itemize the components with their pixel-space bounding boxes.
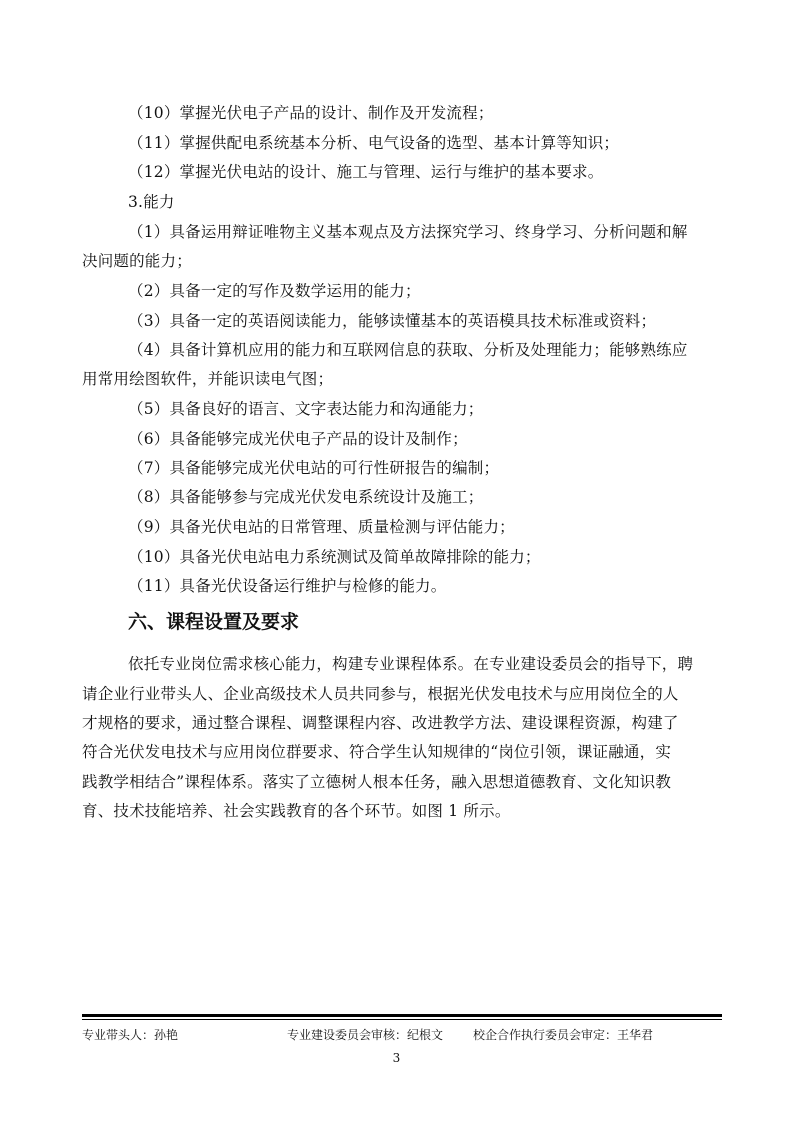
ability-item-8: （8）具备能够参与完成光伏发电系统设计及施工； xyxy=(128,488,484,506)
footer-rule-thin xyxy=(82,1019,722,1020)
page-number: 3 xyxy=(392,1051,401,1065)
ability-item-10: （10）具备光伏电站电力系统测试及简单故障排除的能力； xyxy=(128,548,541,566)
ability-item-7: （7）具备能够完成光伏电站的可行性研报告的编制； xyxy=(128,459,500,477)
footer-school-enterprise-review: 校企合作执行委员会审定：王华君 xyxy=(473,1028,654,1042)
knowledge-item-11: （11）掌握供配电系统基本分析、电气设备的选型、基本计算等知识； xyxy=(128,134,620,152)
ability-item-1-line-1: （1）具备运用辩证唯物主义基本观点及方法探究学习、终身学习、分析问题和解 xyxy=(128,223,688,241)
ability-item-3: （3）具备一定的英语阅读能力，能够读懂基本的英语模具技术标准或资料； xyxy=(128,312,657,330)
footer-rule-thick xyxy=(82,1014,722,1017)
ability-item-1-line-2: 决问题的能力； xyxy=(82,252,192,270)
ability-heading: 3.能力 xyxy=(128,193,175,211)
ability-item-4-line-1: （4）具备计算机应用的能力和互联网信息的获取、分析及处理能力；能够熟练应 xyxy=(128,341,688,359)
section-heading: 六、课程设置及要求 xyxy=(128,611,300,633)
footer-committee-review: 专业建设委员会审核：纪根文 xyxy=(287,1028,444,1042)
ability-item-6: （6）具备能够完成光伏电子产品的设计及制作； xyxy=(128,430,468,448)
ability-item-5: （5）具备良好的语言、文字表达能力和沟通能力； xyxy=(128,400,484,418)
paragraph-line-3: 才规格的要求，通过整合课程、调整课程内容、改进教学方法、建设课程资源，构建了 xyxy=(82,714,679,732)
footer-program-leader: 专业带头人：孙艳 xyxy=(82,1028,179,1042)
paragraph-line-5: 践教学相结合”课程体系。落实了立德树人根本任务，融入思想道德教育、文化知识教 xyxy=(82,773,672,791)
paragraph-line-2: 请企业行业带头人、企业高级技术人员共同参与，根据光伏发电技术与应用岗位全的人 xyxy=(82,685,679,703)
knowledge-item-12: （12）掌握光伏电站的设计、施工与管理、运行与维护的基本要求。 xyxy=(128,163,604,181)
paragraph-line-4: 符合光伏发电技术与应用岗位群要求、符合学生认知规律的“岗位引领，课证融通，实 xyxy=(82,743,672,761)
ability-item-2: （2）具备一定的写作及数学运用的能力； xyxy=(128,282,421,300)
ability-item-9: （9）具备光伏电站的日常管理、质量检测与评估能力； xyxy=(128,518,515,536)
ability-item-11: （11）具备光伏设备运行维护与检修的能力。 xyxy=(128,577,447,595)
paragraph-line-6: 育、技术技能培养、社会实践教育的各个环节。如图 1 所示。 xyxy=(82,802,511,820)
paragraph-line-1: 依托专业岗位需求核心能力，构建专业课程体系。在专业建设委员会的指导下，聘 xyxy=(128,655,694,673)
knowledge-item-10: （10）掌握光伏电子产品的设计、制作及开发流程； xyxy=(128,104,494,122)
ability-item-4-line-2: 用常用绘图软件，并能识读电气图； xyxy=(82,370,334,388)
